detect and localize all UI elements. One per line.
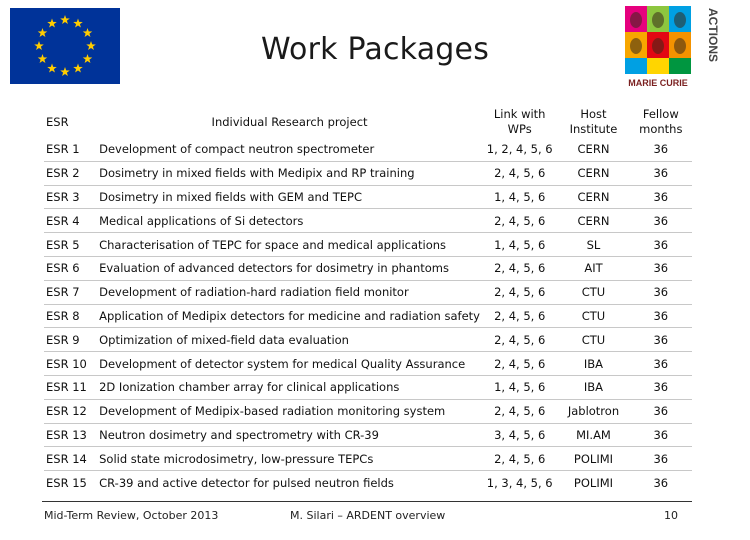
esr-cell: ESR 15 <box>44 471 97 494</box>
link-wps-cell: 1, 4, 5, 6 <box>482 233 557 257</box>
fellow-months-cell: 36 <box>630 233 692 257</box>
footer-divider <box>42 501 692 502</box>
link-wps-cell: 2, 4, 5, 6 <box>482 209 557 233</box>
host-institute-cell: IBA <box>557 375 629 399</box>
link-wps-cell: 2, 4, 5, 6 <box>482 304 557 328</box>
esr-cell: ESR 3 <box>44 185 97 209</box>
table-body <box>44 138 692 494</box>
project-cell: Development of Medipix-based radiation monitoring system <box>97 399 482 423</box>
host-institute-cell: POLIMI <box>557 447 629 471</box>
project-cell: Characterisation of TEPC for space and medical applications <box>97 233 482 257</box>
host-institute-cell: CERN <box>557 185 629 209</box>
project-cell: Development of compact neutron spectrometer <box>99 142 375 157</box>
table-row <box>44 161 692 185</box>
host-institute-cell: CERN <box>557 161 629 185</box>
header-project: Individual Research project <box>211 114 368 129</box>
host-institute-cell: CERN <box>557 209 629 233</box>
table-row <box>44 209 692 233</box>
fellow-months-cell: 36 <box>630 447 692 471</box>
link-wps-cell: 1, 4, 5, 6 <box>482 375 557 399</box>
link-wps-cell: 1, 4, 5, 6 <box>482 185 557 209</box>
slide-title: Work Packages <box>260 32 490 67</box>
header-fellow-months: Fellow months <box>639 107 683 136</box>
esr-cell: ESR 6 <box>44 256 97 280</box>
work-packages-table <box>44 106 692 494</box>
fellow-months-cell: 36 <box>630 471 692 494</box>
link-wps-cell: 2, 4, 5, 6 <box>482 256 557 280</box>
link-wps-cell: 1, 2, 4, 5, 6 <box>486 142 553 157</box>
project-cell: Evaluation of advanced detectors for dosimetry in phantoms <box>97 256 482 280</box>
fellow-months-cell: 36 <box>630 399 692 423</box>
table-row <box>44 256 692 280</box>
table-row <box>44 447 692 471</box>
esr-cell: ESR 8 <box>44 304 97 328</box>
project-cell: Solid state microdosimetry, low-pressure TEPCs <box>97 447 482 471</box>
project-cell: Neutron dosimetry and spectrometry with CR-39 <box>97 423 482 447</box>
project-cell: Application of Medipix detectors for medicine and radiation safety <box>97 304 482 328</box>
esr-cell: ESR 13 <box>44 423 97 447</box>
fellow-months-cell: 36 <box>630 280 692 304</box>
fellow-months-cell: 36 <box>630 161 692 185</box>
esr-cell: ESR 10 <box>44 352 97 376</box>
host-institute-cell: POLIMI <box>557 471 629 494</box>
host-institute-cell: Jablotron <box>557 399 629 423</box>
table-row <box>44 280 692 304</box>
project-cell: Medical applications of Si detectors <box>97 209 482 233</box>
fellow-months-cell: 36 <box>630 423 692 447</box>
svg-text:MARIE CURIE: MARIE CURIE <box>628 78 688 88</box>
esr-cell: ESR 4 <box>44 209 97 233</box>
table-row <box>44 352 692 376</box>
link-wps-cell: 2, 4, 5, 6 <box>482 399 557 423</box>
fellow-months-cell: 36 <box>630 352 692 376</box>
host-institute-cell: AIT <box>557 256 629 280</box>
link-wps-cell: 2, 4, 5, 6 <box>482 328 557 352</box>
table-row <box>44 399 692 423</box>
host-institute-cell: CERN <box>577 142 610 157</box>
fellow-months-cell: 36 <box>630 256 692 280</box>
project-cell: Development of radiation-hard radiation field monitor <box>97 280 482 304</box>
link-wps-cell: 3, 4, 5, 6 <box>482 423 557 447</box>
esr-cell: ESR 2 <box>44 161 97 185</box>
project-cell: Dosimetry in mixed fields with Medipix and RP training <box>97 161 482 185</box>
fellow-months-cell: 36 <box>630 209 692 233</box>
link-wps-cell: 2, 4, 5, 6 <box>482 280 557 304</box>
esr-cell: ESR 7 <box>44 280 97 304</box>
esr-cell: ESR 14 <box>44 447 97 471</box>
host-institute-cell: IBA <box>557 352 629 376</box>
project-cell: Development of detector system for medical Quality Assurance <box>97 352 482 376</box>
project-cell: Dosimetry in mixed fields with GEM and TEPC <box>97 185 482 209</box>
esr-cell: ESR 1 <box>46 142 80 157</box>
fellow-months-cell: 36 <box>653 142 669 157</box>
esr-cell: ESR 9 <box>44 328 97 352</box>
fellow-months-cell: 36 <box>630 304 692 328</box>
project-cell: CR-39 and active detector for pulsed neutron fields <box>97 471 482 494</box>
table-row <box>44 328 692 352</box>
table-row <box>44 471 692 494</box>
table-row <box>44 138 692 161</box>
header-host-institute: Host Institute <box>569 107 618 136</box>
table-row <box>44 304 692 328</box>
table-row <box>44 423 692 447</box>
header-esr: ESR <box>46 114 69 129</box>
host-institute-cell: CTU <box>557 328 629 352</box>
footer-presenter: M. Silari – ARDENT overview <box>290 509 446 522</box>
project-cell: 2D Ionization chamber array for clinical applications <box>97 375 482 399</box>
svg-text:ACTIONS: ACTIONS <box>706 8 720 62</box>
table-header-row <box>44 106 692 138</box>
link-wps-cell: 1, 3, 4, 5, 6 <box>482 471 557 494</box>
link-wps-cell: 2, 4, 5, 6 <box>482 352 557 376</box>
table-row <box>44 233 692 257</box>
host-institute-cell: CTU <box>557 304 629 328</box>
footer-event: Mid-Term Review, October 2013 <box>44 509 219 522</box>
table-row <box>44 185 692 209</box>
project-cell: Optimization of mixed-field data evaluation <box>97 328 482 352</box>
host-institute-cell: SL <box>557 233 629 257</box>
fellow-months-cell: 36 <box>630 375 692 399</box>
host-institute-cell: CTU <box>557 280 629 304</box>
link-wps-cell: 2, 4, 5, 6 <box>482 161 557 185</box>
page-number: 10 <box>664 509 678 522</box>
link-wps-cell: 2, 4, 5, 6 <box>482 447 557 471</box>
host-institute-cell: MI.AM <box>557 423 629 447</box>
esr-cell: ESR 12 <box>44 399 97 423</box>
fellow-months-cell: 36 <box>630 328 692 352</box>
esr-cell: ESR 11 <box>44 375 97 399</box>
esr-cell: ESR 5 <box>44 233 97 257</box>
table-row <box>44 375 692 399</box>
fellow-months-cell: 36 <box>630 185 692 209</box>
header-link-with-wps: Link with WPs <box>493 107 546 136</box>
